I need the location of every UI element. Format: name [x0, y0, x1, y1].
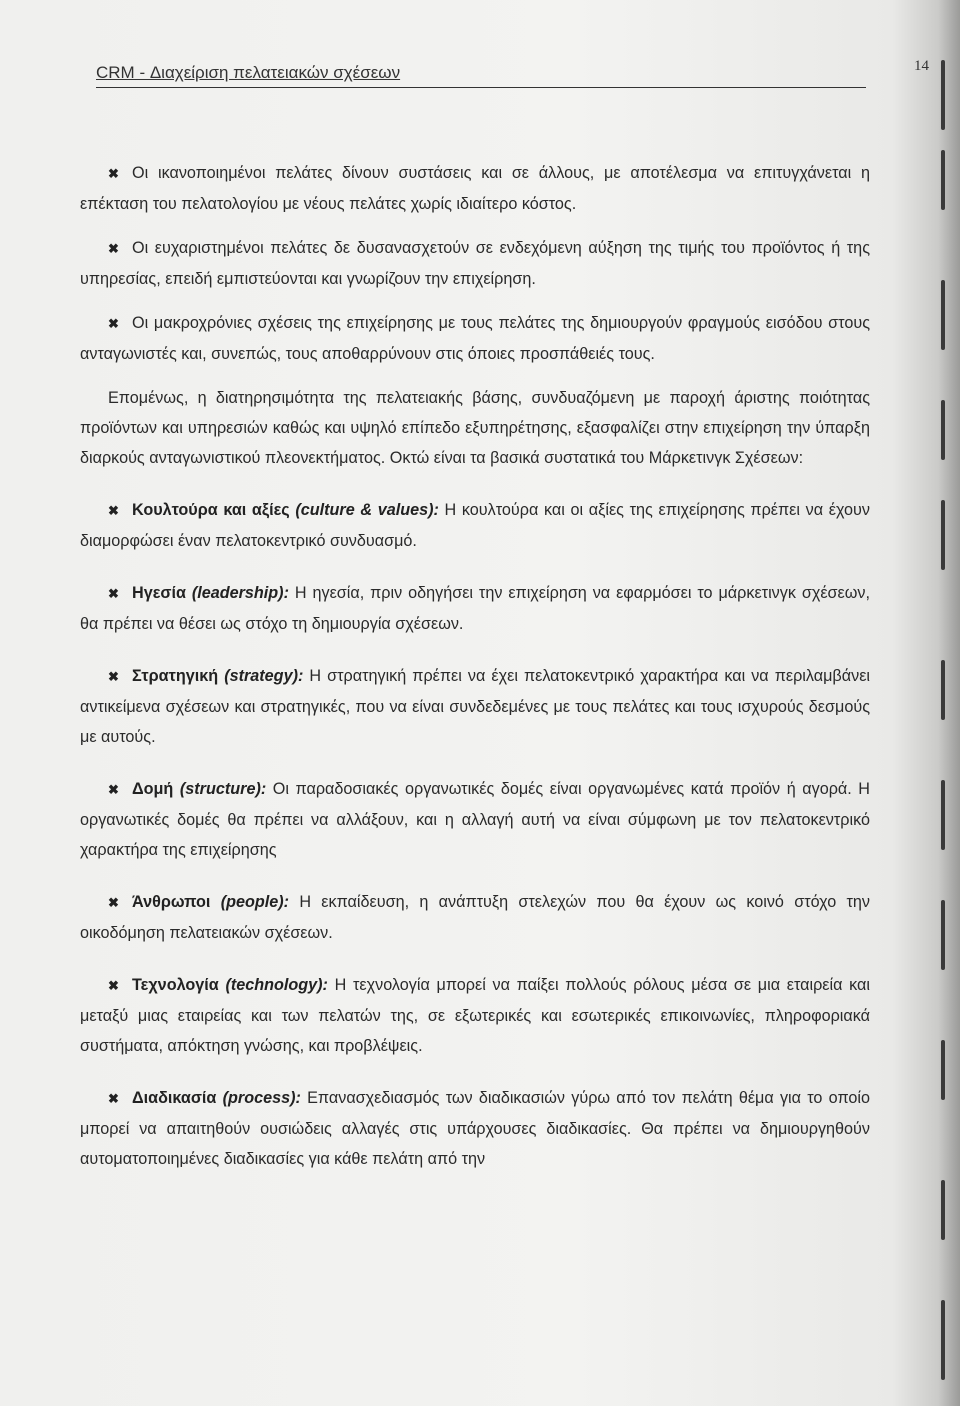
- component-english-term: (process):: [222, 1089, 301, 1107]
- scan-edge-mark: [941, 1180, 945, 1240]
- scan-edge-mark: [941, 280, 945, 350]
- square-bullet-icon: ✖: [108, 586, 119, 601]
- scan-edge-mark: [941, 150, 945, 210]
- scan-edge-mark: [941, 60, 945, 130]
- scan-edge-mark: [941, 1040, 945, 1100]
- scan-edge-mark: [941, 900, 945, 970]
- component-text: Η εκπαίδευση, η ανάπτυξη στελεχών που θα έχουν ως κοινό στόχο την οικοδόμηση πελατειακών σχέσεων.: [80, 893, 870, 942]
- component-english-term: (strategy):: [224, 667, 304, 685]
- intro-bullet: [80, 308, 870, 369]
- page-header: [96, 63, 866, 88]
- scan-edge-mark: [941, 400, 945, 460]
- square-bullet-icon: ✖: [108, 241, 119, 256]
- component-item-structure: [80, 774, 870, 865]
- component-english-term: (structure):: [179, 780, 267, 798]
- component-english-term: (people):: [220, 893, 290, 911]
- component-term: Άνθρωποι: [132, 893, 211, 911]
- component-text: Επανασχεδιασμός των διαδικασιών γύρω από τον πελάτη θέμα για το οποίο μπορεί να απαιτηθούν ουσιώδεις αλλαγές στις υπάρχουσες διαδικασίες. Θα πρέπει να δημιουργηθούν αυτοματοποιημένες διαδικασίες για κάθε πελάτη από την: [80, 1089, 870, 1168]
- page-number: 14: [914, 58, 929, 74]
- square-bullet-icon: ✖: [108, 895, 119, 910]
- component-text: Η τεχνολογία μπορεί να παίξει πολλούς ρόλους μέσα σε μια εταιρεία και μεταξύ μιας εταιρείας και των πελατών της, σε εξωτερικές και εσωτερικές επικοινωνίες, πληροφοριακά συστήματα, απόκτηση γνώσης, και προβλέψεις.: [80, 976, 870, 1055]
- square-bullet-icon: ✖: [108, 166, 119, 181]
- component-term: Ηγεσία: [132, 584, 186, 602]
- component-item-process: [80, 1083, 870, 1174]
- scan-edge-mark: [941, 500, 945, 570]
- square-bullet-icon: ✖: [108, 503, 119, 518]
- component-item-people: [80, 887, 870, 948]
- component-item-culture: [80, 495, 870, 556]
- intro-bullet-text: Οι ικανοποιημένοι πελάτες δίνουν συστάσεις και σε άλλους, με αποτέλεσμα να επιτυγχάνεται η επέκταση του πελατολογίου με νέους πελάτες χωρίς ιδιαίτερο κόστος.: [80, 164, 870, 213]
- component-term: Δομή: [132, 780, 174, 798]
- component-text: Η κουλτούρα και οι αξίες της επιχείρησης πρέπει να έχουν διαμορφώσει έναν πελατοκεντρικό συνδυασμό.: [80, 501, 870, 550]
- component-term: Στρατηγική: [132, 667, 219, 685]
- scan-edge-mark: [941, 1300, 945, 1380]
- component-item-leadership: [80, 578, 870, 639]
- component-term: Διαδικασία: [132, 1089, 217, 1107]
- scan-edge-mark: [941, 660, 945, 720]
- square-bullet-icon: ✖: [108, 1091, 119, 1106]
- intro-bullet: [80, 233, 870, 294]
- summary-paragraph: Επομένως, η διατηρησιμότητα της πελατειακής βάσης, συνδυαζόμενη με παροχή άριστης ποιότητας προϊόντων και υπηρεσιών καθώς και υψηλό επίπεδο εξυπηρέτησης, εξασφαλίζει στην επιχείρηση την ύπαρξη διαρκούς ανταγωνιστικού πλεονεκτήματος. Οκτώ είναι τα βασικά συστατικά του Μάρκετινγκ Σχέσεων:: [80, 389, 870, 467]
- intro-bullet: [80, 158, 870, 219]
- component-text: Οι παραδοσιακές οργανωτικές δομές είναι οργανωμένες κατά προϊόν ή αγορά. Η οργανωτικές δομές θα πρέπει να αλλάξουν, και η αλλαγή αυτή να είναι σύμφωνη με τον πελατοκεντρικό χαρακτήρα της επιχείρησης: [80, 780, 870, 859]
- component-english-term: (technology):: [225, 976, 328, 994]
- component-text: Η στρατηγική πρέπει να έχει πελατοκεντρικό χαρακτήρα και να περιλαμβάνει αντικείμενα σχέσεων και στρατηγικές, που να είναι συνδεδεμένες με τους πελάτες και τους ισχυρούς δεσμούς με αυτούς.: [80, 667, 871, 746]
- square-bullet-icon: ✖: [108, 978, 119, 993]
- header-title: CRM - Διαχείριση πελατειακών σχέσεων: [96, 63, 401, 82]
- square-bullet-icon: ✖: [108, 316, 119, 331]
- component-item-technology: [80, 970, 870, 1061]
- component-english-term: (leadership):: [191, 584, 289, 602]
- scan-edge-mark: [941, 780, 945, 850]
- intro-bullet-text: Οι ευχαριστημένοι πελάτες δε δυσανασχετούν σε ενδεχόμενη αύξηση της τιμής του προϊόντος ή της υπηρεσίας, επειδή εμπιστεύονται και γνωρίζουν την επιχείρηση.: [80, 239, 870, 288]
- component-term: Τεχνολογία: [132, 976, 219, 994]
- component-item-strategy: [80, 661, 870, 752]
- square-bullet-icon: ✖: [108, 782, 119, 797]
- component-term: Κουλτούρα και αξίες: [132, 501, 290, 519]
- intro-bullet-text: Οι μακροχρόνιες σχέσεις της επιχείρησης με τους πελάτες της δημιουργούν φραγμούς εισόδου στους ανταγωνιστές και, συνεπώς, τους αποθαρρύνουν στις όποιες προσπάθειές τους.: [80, 314, 870, 363]
- page-content: [80, 158, 870, 1174]
- component-english-term: (culture & values):: [295, 501, 439, 519]
- square-bullet-icon: ✖: [108, 669, 119, 684]
- component-text: Η ηγεσία, πριν οδηγήσει την επιχείρηση να εφαρμόσει το μάρκετινγκ σχέσεων, θα πρέπει να θέσει ως στόχο τη δημιουργία σχέσεων.: [80, 584, 870, 633]
